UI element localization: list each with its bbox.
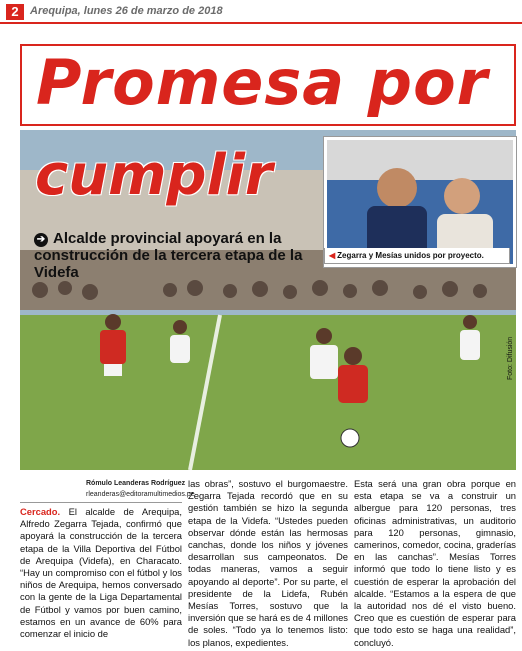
column-1-text: El alcalde de Arequipa, Alfredo Zegarra Tejada, confirmó que apoyará la construcción de la tercera etapa de la Villa Deportiva del Fútbol de Arequipa (Videfa), en Characato. “Hay un compromiso con el fútbol y los niños de Arequipa, hemos conversado con la gente de la Liga Departamental de Fútbol y vamos por buen camino, estamos en un avance de 60% para comenzar el inicio de	[20, 506, 182, 640]
deck-text: Alcalde provincial apoyará en la construcción de la tercera etapa de la Videfa	[34, 230, 303, 281]
page-number: 2	[6, 4, 24, 20]
portrait-photo-illustration	[327, 140, 513, 264]
column-3-text: Esta será una gran obra porque en esta etapa se va a construir un albergue para 120 personas, tres oficinas administrativas, un auditorio para 120 personas, gimnasio, camerinos, comedor, cocina, graderías en las canchas”. Mesías Torres informó que todo lo tiene listo y es cuestión de esperar la aprobación del alcalde. “Estamos a la espera de que la autoridad nos dé el visto bueno. Creo que es cuestión de esperar para que todo esto se haga una realidad”, concluyó.	[354, 478, 516, 648]
page-header	[0, 0, 522, 22]
column-2-text: las obras”, sostuvo el burgomaestre. Zegarra Tejada recordó que en su gestión también se hizo la segunda etapa de la Videfa. “Ustedes pueden observar dónde están las hermosas canchas, donde los niños y jóvenes desarrollan sus campeonatos. De todas maneras, vamos a seguir apoyando al deporte”. Por su parte, el presidente de la Lidefa, Rubén Mesías Torres, sostuvo que la inversión que se hará es de 4 millones de soles. “Todo ya lo tenemos listo: los planos, expedientes.	[188, 478, 348, 648]
headline-line2: cumplir	[35, 143, 273, 208]
article-column-3	[354, 478, 516, 649]
caption-arrow-icon: ◀	[329, 251, 336, 260]
headline-line1: Promesa por	[36, 46, 489, 119]
inset-caption-text: Zegarra y Mesías unidos por proyecto.	[337, 251, 484, 260]
photo-credit: Foto: Difusión	[507, 336, 514, 380]
inset-caption	[324, 248, 510, 264]
byline-name: Rómulo Leanderas Rodríguez	[86, 480, 186, 487]
byline-email: rleanderas@editoramultimedios.pe	[86, 491, 195, 498]
dateline-lead: Cercado.	[20, 506, 61, 517]
dateline: Arequipa, lunes 26 de marzo de 2018	[30, 5, 223, 17]
article-column-1	[20, 506, 182, 640]
arrow-right-icon: ➔	[34, 233, 48, 247]
deck-subheadline	[34, 230, 324, 281]
article-column-2	[188, 478, 348, 649]
byline-rule	[20, 502, 182, 503]
header-rule	[0, 22, 522, 24]
